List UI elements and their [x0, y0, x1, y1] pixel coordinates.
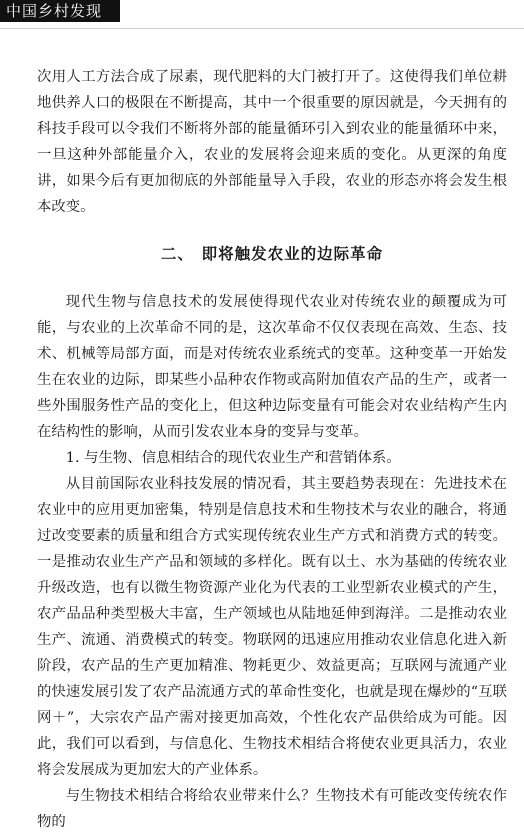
paragraph: 从目前国际农业科技发展的情况看，其主要趋势表现在：先进技术在农业中的应用更加密集，特别是信息技术和生物技术与农业的融合，将通过改变要素的质量和组合方式实现传统农业生产方式和消费方式的转变。一是推动农业生产产品和领域的多样化。既有以土、水为基础的传统农业升级改造，也有以微生物资源产业化为代表的工业型新农业模式的产生，农产品品种类型极大丰富，生产领域也从陆地延伸到海洋。二是推动农业生产、流通、消费模式的转变。物联网的迅速应用推动农业信息化进入新阶段，农产品的生产更加精准、物耗更少、效益更高；互联网与流通产业的快速发展引发了农产品流通方式的革命性变化，也就是现在爆炒的“互联网＋”，大宗农产品产需对接更加高效，个性化农产品供给成为可能。因此，我们可以看到，与信息化、生物技术相结合将使农业更具活力，农业将会发展成为更加宏大的产业体系。 [37, 476, 507, 778]
page-body [37, 64, 507, 835]
paragraph: 现代生物与信息技术的发展使得现代农业对传统农业的颠覆成为可能，与农业的上次革命不同的是，这次革命不仅仅表现在高效、生态、技术、机械等局部方面，而是对传统农业系统式的变革。这种变革一开始发生在农业的边际，即某些小品种农作物或高附加值农产品的生产，或者一些外围服务性产品的变化上，但这种边际变量有可能会对农业结构产生内在结构性的影响，从而引发农业本身的变异与变革。 [37, 294, 507, 440]
running-header-title: 中国乡村发现 [6, 2, 103, 20]
running-header [0, 0, 120, 22]
paragraph: 与生物技术相结合将给农业带来什么？生物技术有可能改变传统农作物的 [37, 788, 507, 830]
section-number: 二、 [160, 245, 194, 263]
section-title: 即将触发农业的边际革命 [201, 245, 384, 263]
section-heading [37, 239, 507, 269]
header-divider [0, 28, 524, 29]
paragraph-continued: 次用人工方法合成了尿素，现代肥料的大门被打开了。这使得我们单位耕地供养人口的极限在不断提高，其中一个很重要的原因就是，今天拥有的科技手段可以令我们不断将外部的能量循环引入到农业的能量循环中来，一旦这种外部能量介入，农业的发展将会迎来质的变化。从更深的角度讲，如果今后有更加彻底的外部能量导入手段，农业的形态亦将会发生根本改变。 [37, 69, 507, 215]
subsection-heading: 1. 与生物、信息相结合的现代农业生产和营销体系。 [65, 450, 401, 466]
